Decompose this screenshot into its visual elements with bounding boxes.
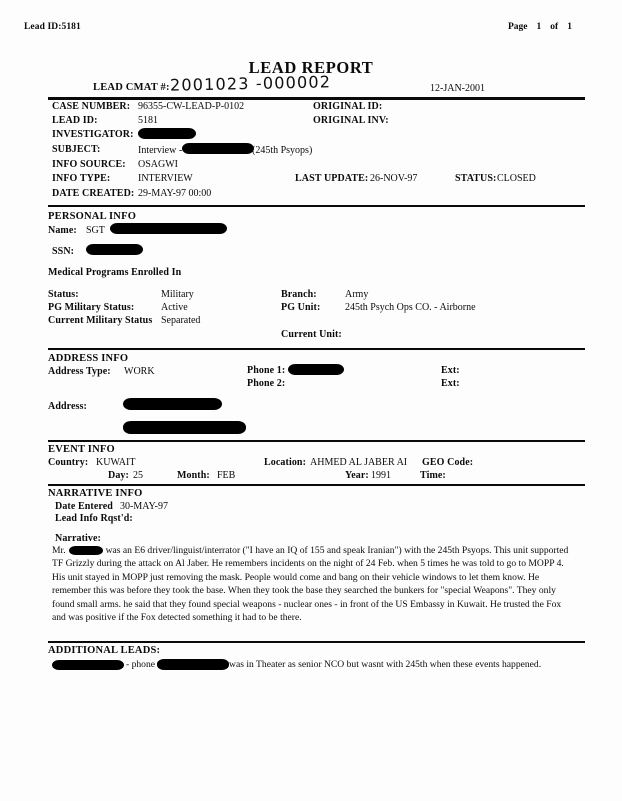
day-label: Day: [108,470,129,481]
address-line2-redaction [123,421,246,434]
current-unit-label: Current Unit: [281,329,342,340]
address-type-label: Address Type: [48,366,111,377]
status-field-label: Status: [48,289,79,300]
status-field-value: Military [161,289,194,300]
info-type-value: INTERVIEW [138,173,193,184]
branch-label: Branch: [281,289,317,300]
last-update-label: LAST UPDATE: [295,173,369,184]
divider-above-narrative-info [48,484,585,486]
info-type-label: INFO TYPE: [52,173,111,184]
lead-info-rqstd-label: Lead Info Rqst'd: [55,513,133,524]
divider-above-address-info [48,348,585,350]
name-rank: SGT [86,225,105,236]
case-number-value: 96355-CW-LEAD-P-0102 [138,101,245,112]
divider-above-personal-info [48,205,585,207]
section-heading-personal-info: PERSONAL INFO [48,211,137,222]
ext2-label: Ext: [441,378,460,389]
phone2-label: Phone 2: [247,378,286,389]
year-value: 1991 [371,470,391,481]
investigator-label: INVESTIGATOR: [52,129,134,140]
narrative-name-redaction [69,546,103,555]
current-military-status-label: Current Military Status [48,315,153,326]
page-of-word: of [550,22,559,32]
case-number-label: CASE NUMBER: [52,101,131,112]
address-type-value: WORK [124,366,155,377]
time-label: Time: [420,470,446,481]
original-inv-label: ORIGINAL INV: [313,115,389,126]
additional-leads-name-redaction [52,660,124,670]
name-label: Name: [48,225,77,236]
page-header-lead-id: Lead ID:5181 [24,22,81,32]
status-value: CLOSED [497,173,536,184]
location-label: Location: [264,457,307,468]
pg-unit-value: 245th Psych Ops CO. - Airborne [345,302,476,313]
lead-id-value: 5181 [138,115,158,126]
additional-leads-body: was in Theater as senior NCO but wasnt with 245th when these events happened. [229,659,542,670]
page-word: Page [508,22,528,32]
country-label: Country: [48,457,89,468]
status-label: STATUS: [455,173,497,184]
info-source-label: INFO SOURCE: [52,159,126,170]
ssn-redaction [86,244,143,255]
date-entered-value: 30-MAY-97 [120,501,168,512]
subject-label: SUBJECT: [52,144,101,155]
current-military-status-value: Separated [161,315,201,326]
country-value: KUWAIT [96,457,136,468]
additional-leads-text [52,658,572,671]
narrative-body: was an E6 driver/linguist/interrator ("I have an IQ of 155 and speak Iranian") with the 245th Psyops. This unit supported TF Grizzly during the attack on Al Jaber. He remembers incidents on the night of 24 Feb. when 5 times he was told to go to MOPP 4. His unit stayed in MOPP just removing the mask. People would come and bang on their vehicle windows to let them know. He remember this was before they took the base. When they took the base they searched the bunkers for "special Weapons". They only found small arms. he said that they found special weapons - nuclear ones - in front of the US Embassy in Kuwait. He trusted the Fox and was positive if the Fox detected something it had to be there. [52,545,569,624]
pg-military-status-label: PG Military Status: [48,302,135,313]
address-label: Address: [48,401,87,412]
page-current: 1 [536,22,542,32]
document-title: LEAD REPORT [248,58,374,77]
pg-unit-label: PG Unit: [281,302,321,313]
day-value: 25 [133,470,143,481]
narrative-label: Narrative: [55,533,101,544]
date-created-label: DATE CREATED: [52,188,135,199]
additional-leads-phone-label: - phone [126,659,156,670]
geo-code-label: GEO Code: [422,457,474,468]
date-entered-label: Date Entered [55,501,113,512]
divider-above-additional-leads [48,641,585,643]
divider-under-cmat [48,97,585,100]
section-heading-event-info: EVENT INFO [48,444,115,455]
ssn-label: SSN: [52,246,75,257]
location-value: AHMED AL JABER AI [310,457,408,468]
subject-name-redaction [182,143,254,154]
lead-id-label: LEAD ID: [52,115,98,126]
page-total: 1 [567,22,572,32]
lead-cmat-date: 12-JAN-2001 [430,83,485,94]
investigator-redaction [138,128,196,139]
section-heading-additional-leads: ADDITIONAL LEADS: [48,645,161,656]
last-update-value: 26-NOV-97 [370,173,418,184]
original-id-label: ORIGINAL ID: [313,101,383,112]
year-label: Year: [345,470,369,481]
name-redaction [110,223,227,234]
lead-cmat-handwritten-value: 2001023 -000002 [169,72,332,95]
section-heading-narrative-info: NARRATIVE INFO [48,488,143,499]
page-number-indicator [508,22,572,32]
branch-value: Army [345,289,369,300]
medical-programs-label: Medical Programs Enrolled In [48,267,182,278]
address-line1-redaction [123,398,222,410]
phone1-label: Phone 1: [247,365,286,376]
phone1-redaction [288,364,344,375]
narrative-prefix: Mr. [52,545,66,556]
month-label: Month: [177,470,210,481]
section-heading-address-info: ADDRESS INFO [48,353,129,364]
info-source-value: OSAGWI [138,159,178,170]
subject-suffix: (245th Psyops) [252,145,313,156]
month-value: FEB [217,470,236,481]
date-created-value: 29-MAY-97 00:00 [138,188,212,199]
additional-leads-phone-redaction [157,659,229,670]
lead-cmat-label: LEAD CMAT #: [93,82,170,93]
pg-military-status-value: Active [161,302,188,313]
subject-prefix: Interview - [138,145,183,156]
divider-above-event-info [48,440,585,442]
narrative-text [52,544,572,624]
ext1-label: Ext: [441,365,460,376]
